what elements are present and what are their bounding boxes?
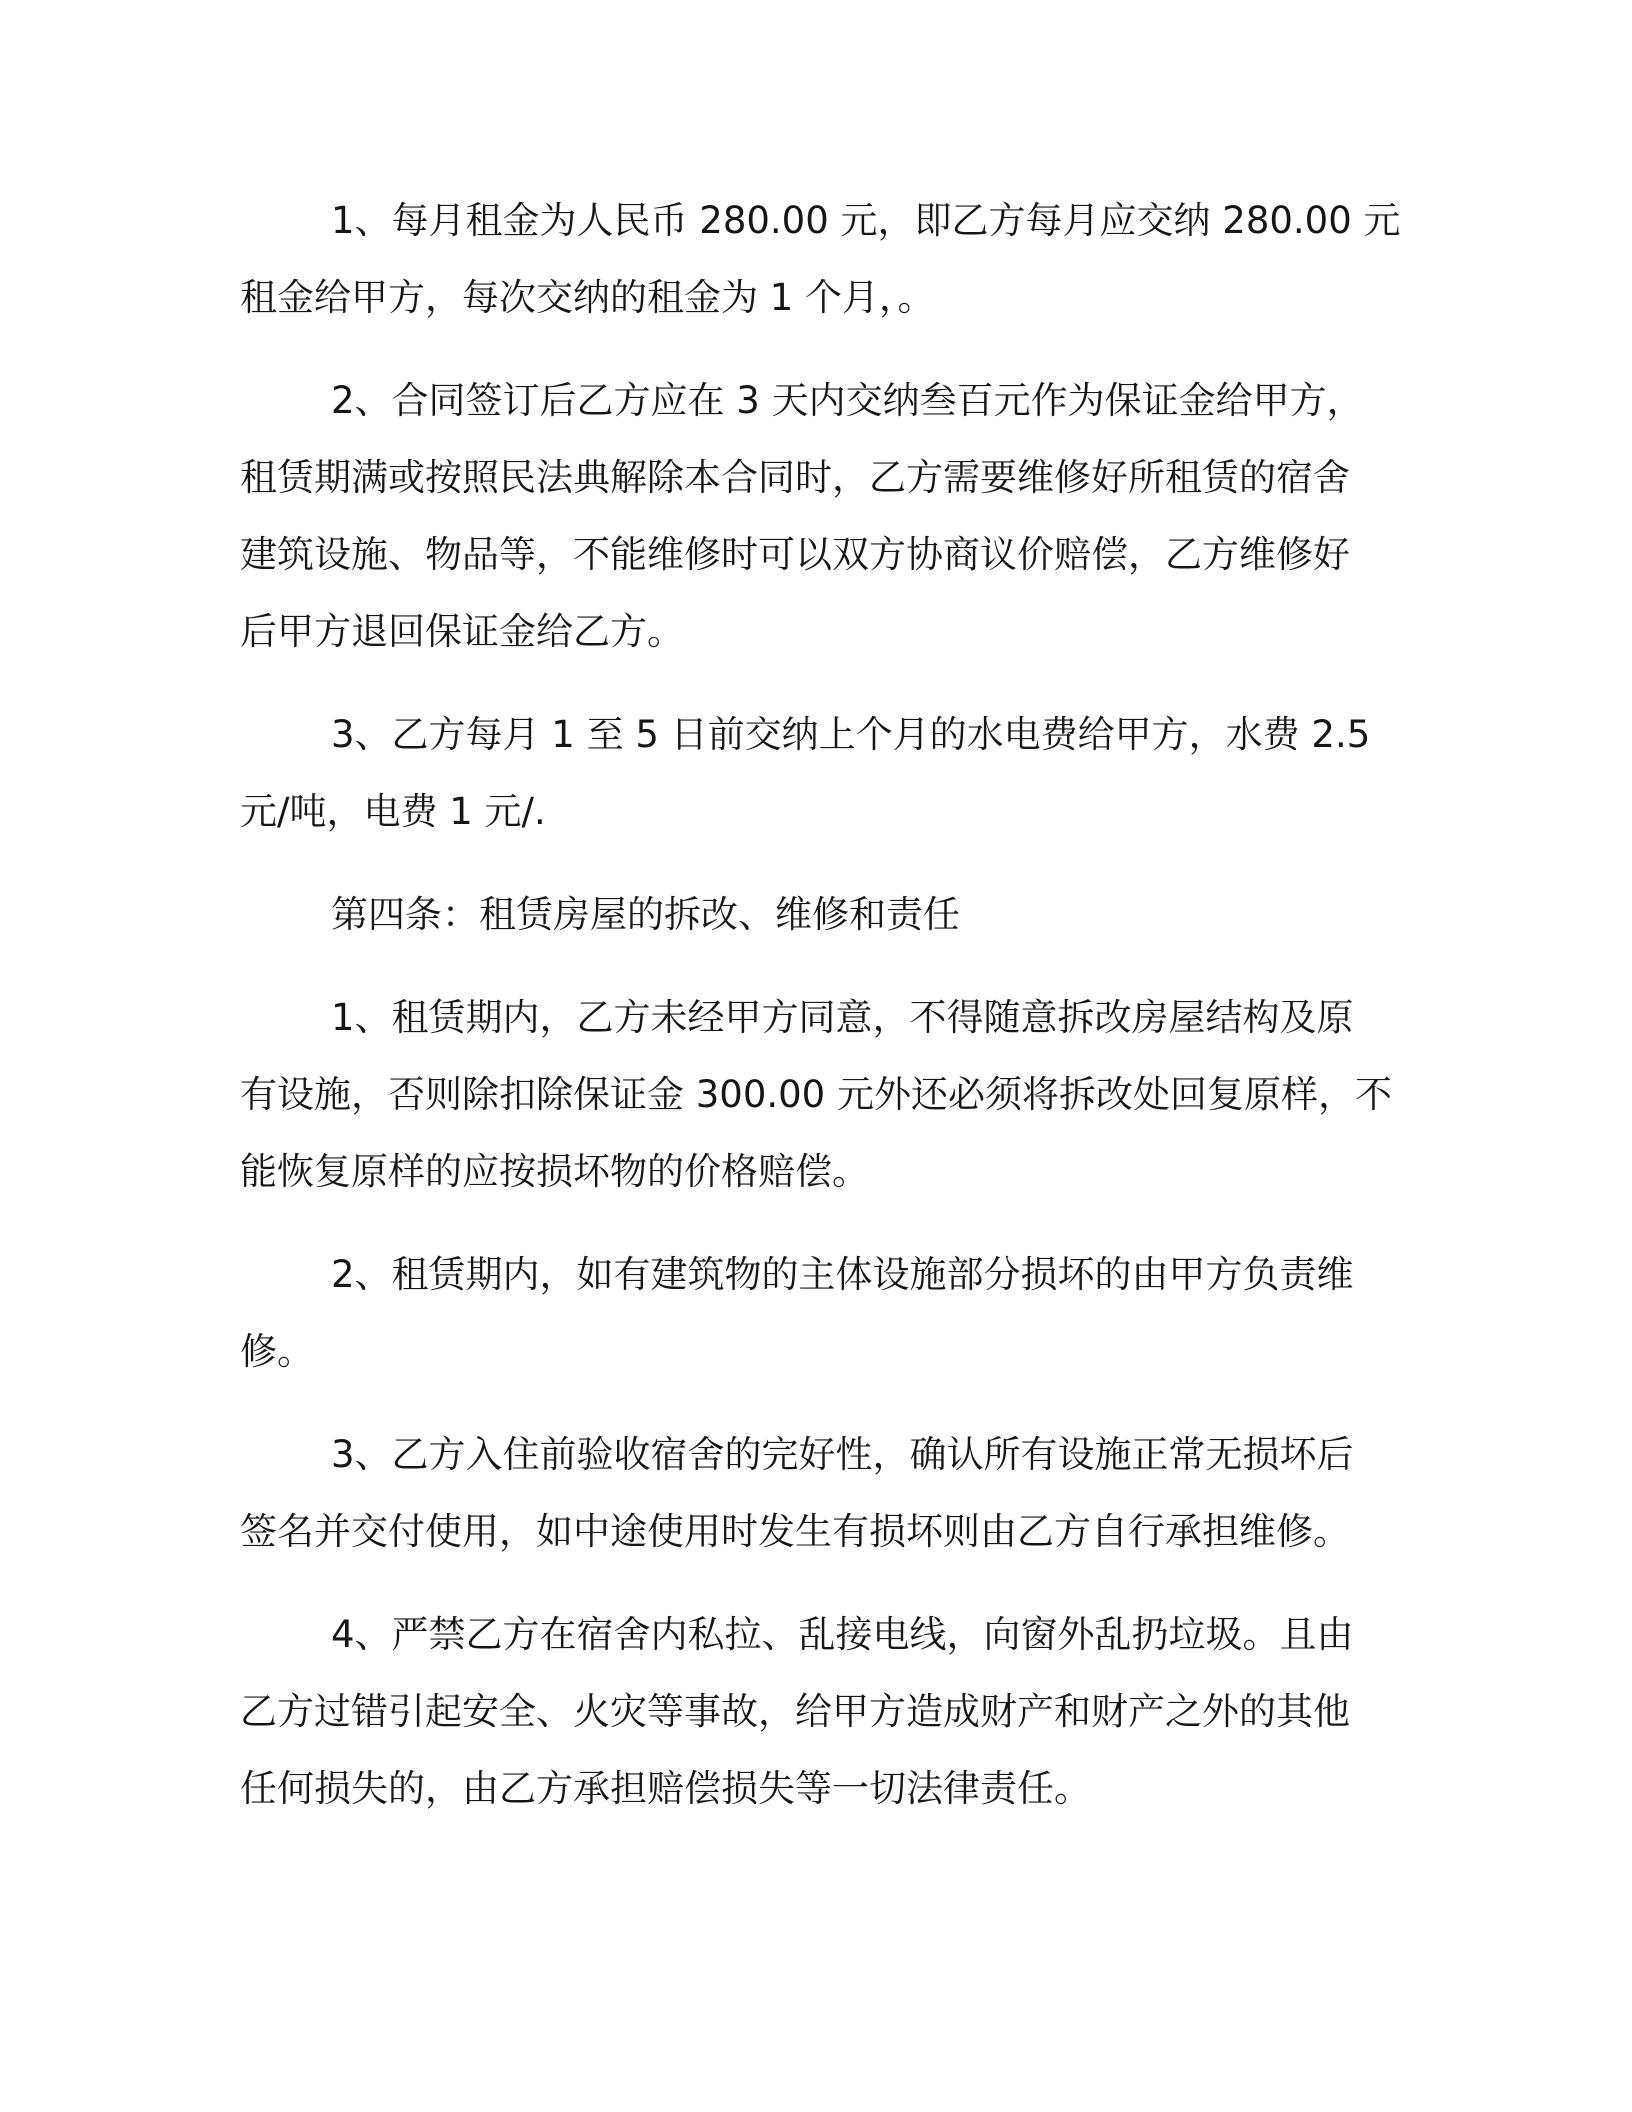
paragraph-line: 后甲方退回保证金给乙方。	[240, 610, 684, 653]
paragraph-line: 签名并交付使用，如中途使用时发生有损坏则由乙方自行承担维修。	[240, 1510, 1350, 1553]
clause-deposit	[240, 362, 1420, 670]
paragraph-line: 元/吨，电费 1 元/.	[240, 790, 546, 833]
paragraph-line: 3、乙方入住前验收宿舍的完好性，确认所有设施正常无损坏后	[331, 1433, 1354, 1476]
section-heading	[240, 876, 1420, 953]
clause-prohibitions	[240, 1596, 1420, 1827]
clause-landlord-repair	[240, 1236, 1420, 1390]
paragraph-line: 租金给甲方，每次交纳的租金为 1 个月，。	[240, 276, 935, 319]
clause-inspection	[240, 1416, 1420, 1570]
paragraph-line: 有设施，否则除扣除保证金 300.00 元外还必须将拆改处回复原样，不	[240, 1073, 1392, 1116]
paragraph-line: 3、乙方每月 1 至 5 日前交纳上个月的水电费给甲方，水费 2.5	[331, 713, 1371, 756]
paragraph-line: 修。	[240, 1330, 314, 1373]
section-heading-text: 第四条：租赁房屋的拆改、维修和责任	[331, 893, 960, 936]
paragraph-line: 建筑设施、物品等，不能维修时可以双方协商议价赔偿，乙方维修好	[240, 533, 1350, 576]
paragraph-line: 租赁期满或按照民法典解除本合同时，乙方需要维修好所租赁的宿舍	[240, 456, 1350, 499]
paragraph-line: 能恢复原样的应按损坏物的价格赔偿。	[240, 1150, 869, 1193]
paragraph-line: 2、租赁期内，如有建筑物的主体设施部分损坏的由甲方负责维	[331, 1253, 1354, 1296]
paragraph-line: 4、严禁乙方在宿舍内私拉、乱接电线，向窗外乱扔垃圾。且由	[331, 1613, 1354, 1656]
paragraph-line: 2、合同签订后乙方应在 3 天内交纳叁百元作为保证金给甲方，	[331, 379, 1364, 422]
paragraph-line: 任何损失的，由乙方承担赔偿损失等一切法律责任。	[240, 1767, 1091, 1810]
paragraph-line: 1、每月租金为人民币 280.00 元，即乙方每月应交纳 280.00 元	[331, 199, 1401, 242]
document-body	[240, 182, 1420, 1853]
clause-no-alteration	[240, 979, 1420, 1210]
paragraph-line: 1、租赁期内，乙方未经甲方同意，不得随意拆改房屋结构及原	[331, 996, 1354, 1039]
clause-utilities	[240, 696, 1420, 850]
paragraph-line: 乙方过错引起安全、火灾等事故，给甲方造成财产和财产之外的其他	[240, 1690, 1350, 1733]
clause-rent-amount	[240, 182, 1420, 336]
